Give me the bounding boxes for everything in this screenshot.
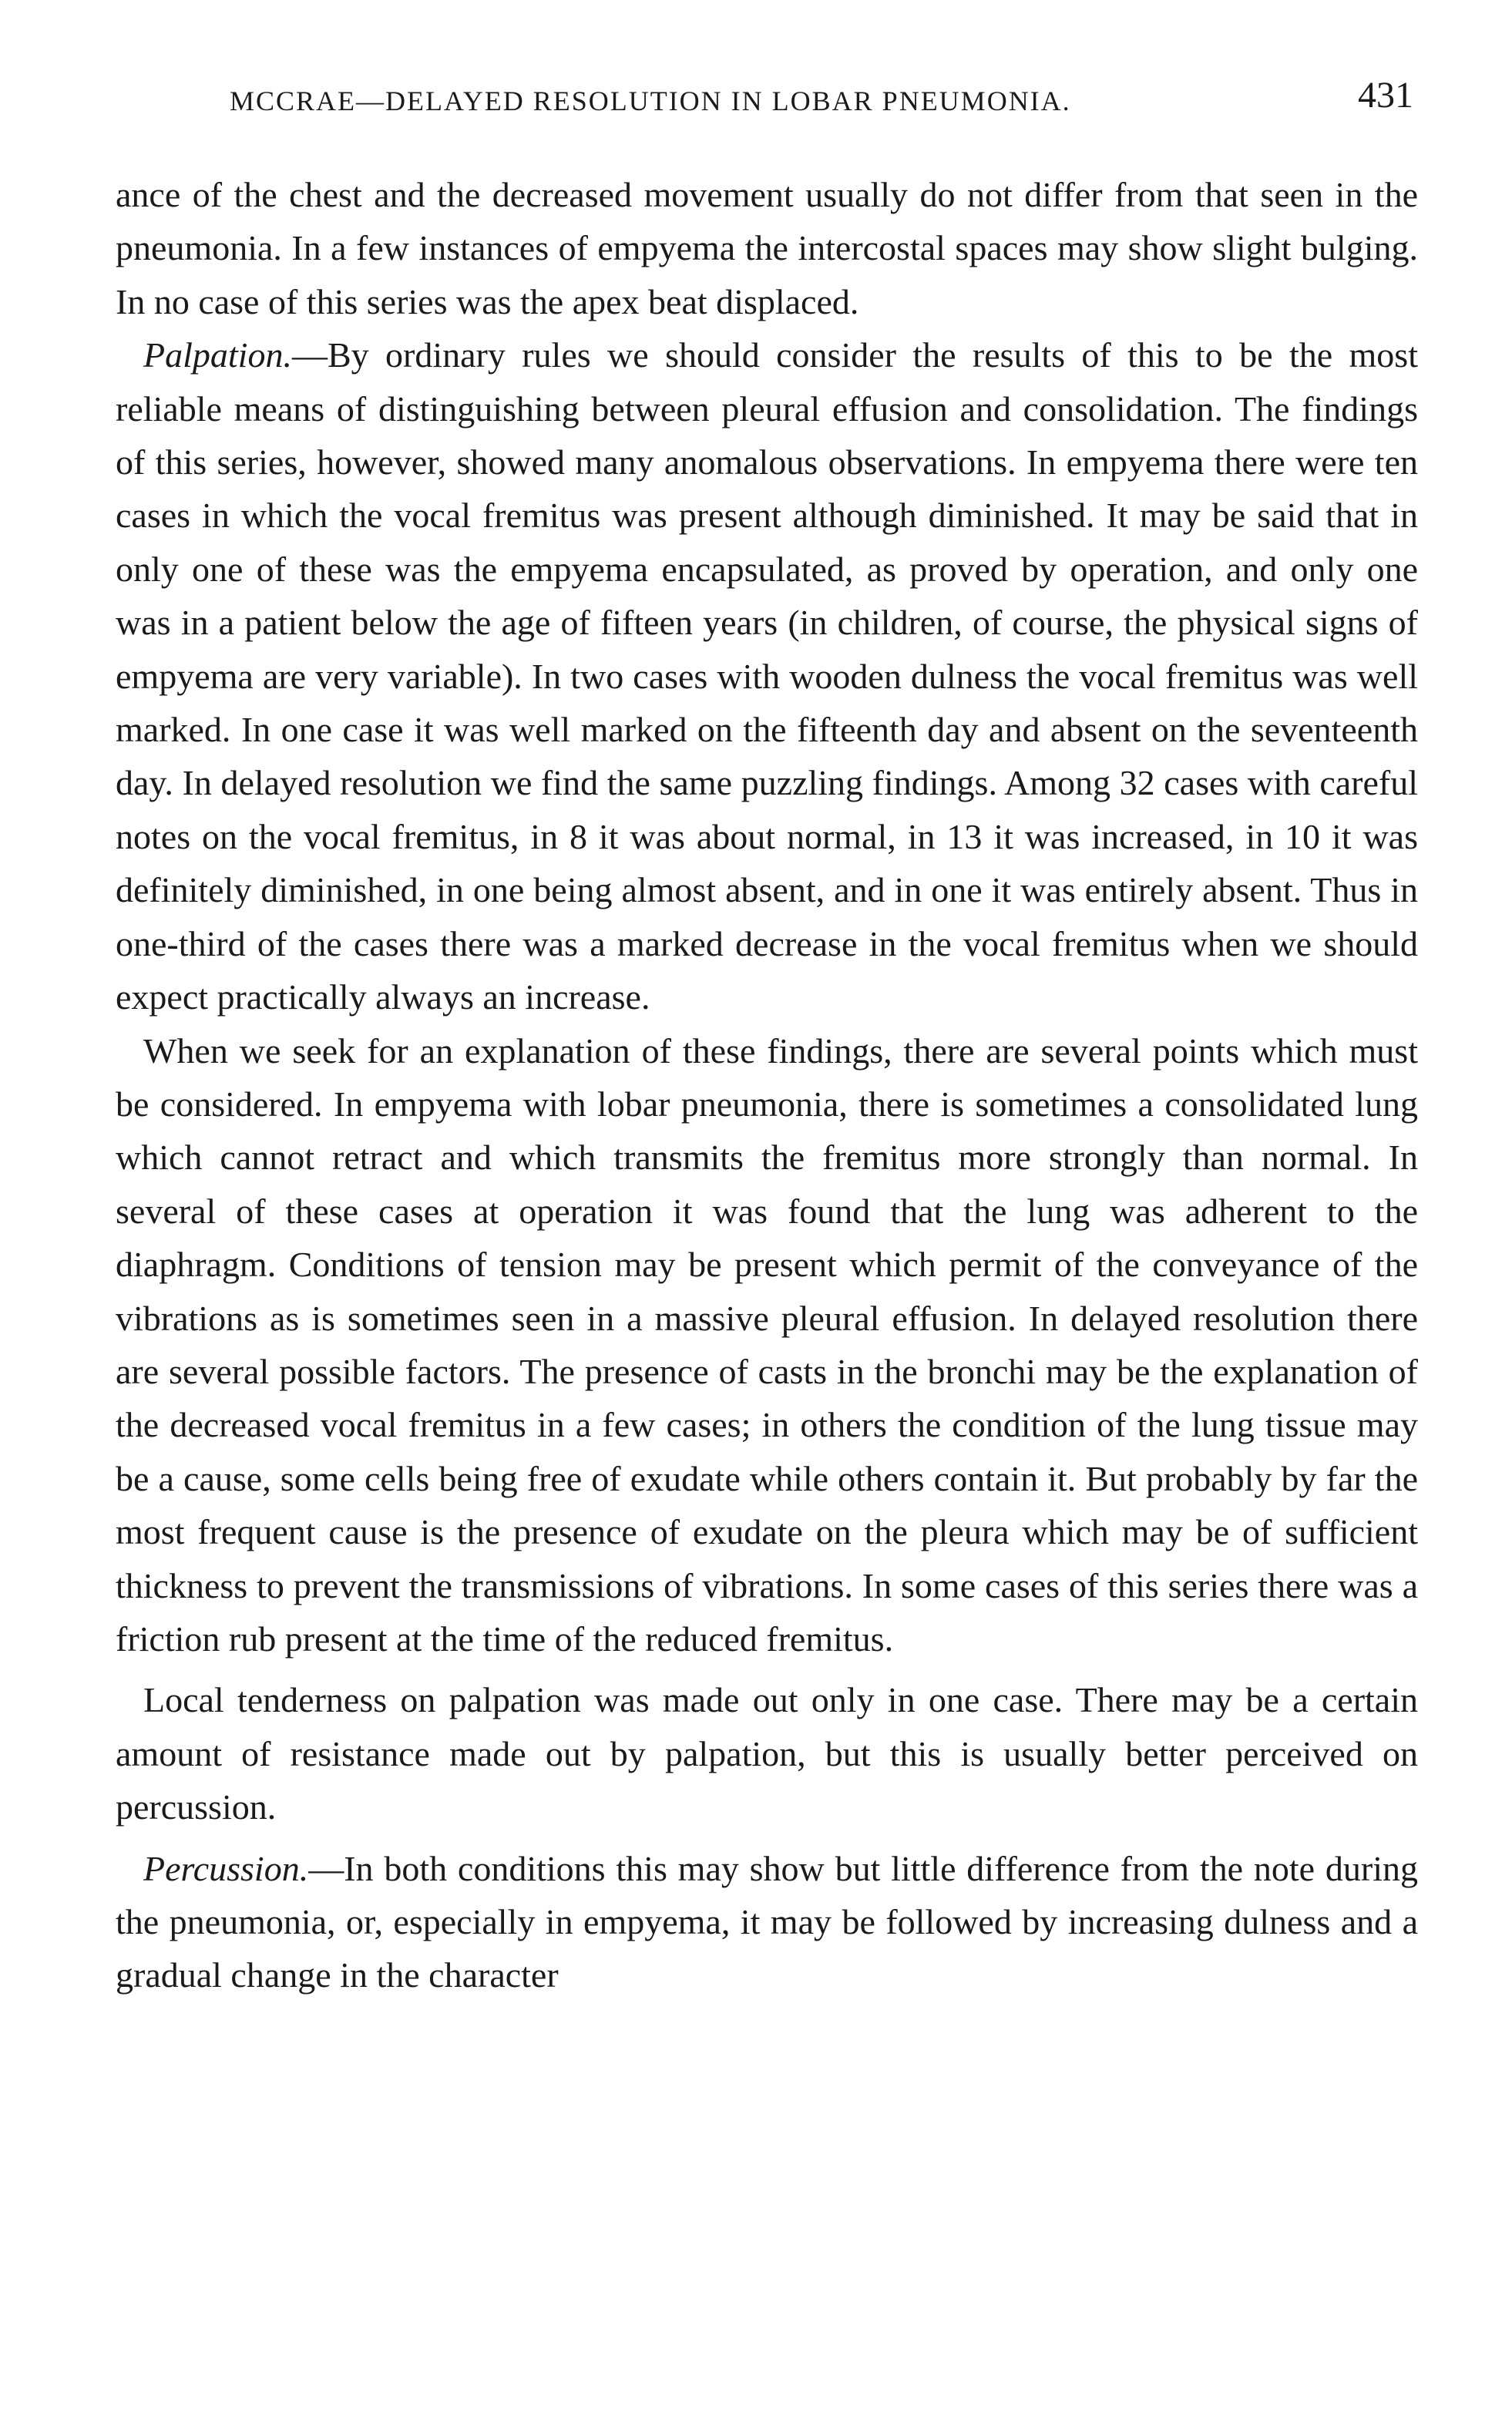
paragraph-text: ance of the chest and the decreased movement usually do not differ from that seen in the pneumonia. In a few instances of empyema the intercostal spaces may show slight bulging. In no case of this series was the apex beat displaced.	[116, 175, 1418, 321]
paragraph-lead: Percussion.	[143, 1848, 309, 1888]
paragraph-text: —In both conditions this may show but little difference from the note during the pneumonia, or, especially in empyema, it may be followed by increasing dulness and a gradual change in the character	[116, 1848, 1418, 1995]
paragraph-chest-movement	[116, 168, 1418, 328]
paragraph-explanation	[116, 1024, 1418, 1666]
paragraph-palpation	[116, 328, 1418, 1023]
body-text	[116, 168, 1418, 2002]
running-head	[116, 69, 1418, 131]
paragraph-tenderness	[116, 1673, 1418, 1833]
paragraph-percussion	[116, 1842, 1418, 2002]
paragraph-text: Local tenderness on palpation was made out only in one case. There may be a certain amount of resistance made out by palpation, but this is usually better perceived on percussion.	[116, 1680, 1418, 1827]
paragraph-text: When we seek for an explanation of these findings, there are several points which must be considered. In empyema with lobar pneumonia, there is sometimes a consolidated lung which cannot retract and which transmits the fremitus more strongly than normal. In several of these cases at operation it was found that the lung was adherent to the diaphragm. Conditions of tension may be present which permit of the conveyance of the vibrations as is sometimes seen in a massive pleural effusion. In delayed resolution there are several possible factors. The presence of casts in the bronchi may be the explanation of the decreased vocal fremitus in a few cases; in others the condition of the lung tissue may be a cause, some cells being free of exudate while others contain it. But probably by far the most frequent cause is the presence of exudate on the pleura which may be of sufficient thickness to prevent the transmissions of vibrations. In some cases of this series there was a friction rub present at the time of the reduced fremitus.	[116, 1030, 1418, 1659]
paragraph-lead: Palpation.	[143, 335, 292, 375]
paragraph-text: —By ordinary rules we should consider the results of this to be the most reliable means of distinguishing between pleural effusion and consolidation. The findings of this series, however, showed many anomalous observations. In empyema there were ten cases in which the vocal fremitus was present although diminished. It may be said that in only one of these was the empyema encapsulated, as proved by operation, and only one was in a patient below the age of fifteen years (in children, of course, the physical signs of empyema are very variable). In two cases with wooden dulness the vocal fremitus was well marked. In one case it was well marked on the fifteenth day and absent on the seventeenth day. In delayed resolution we find the same puzzling findings. Among 32 cases with careful notes on the vocal fremitus, in 8 it was about normal, in 13 it was increased, in 10 it was definitely diminished, in one being almost absent, and in one it was entirely absent. Thus in one-third of the cases there was a marked decrease in the vocal fremitus when we should expect practically always an increase.	[116, 335, 1418, 1017]
running-title: MCCRAE—DELAYED RESOLUTION IN LOBAR PNEUMONIA.	[230, 86, 1071, 116]
document-page	[116, 69, 1418, 2002]
page-number: 431	[1358, 75, 1413, 116]
